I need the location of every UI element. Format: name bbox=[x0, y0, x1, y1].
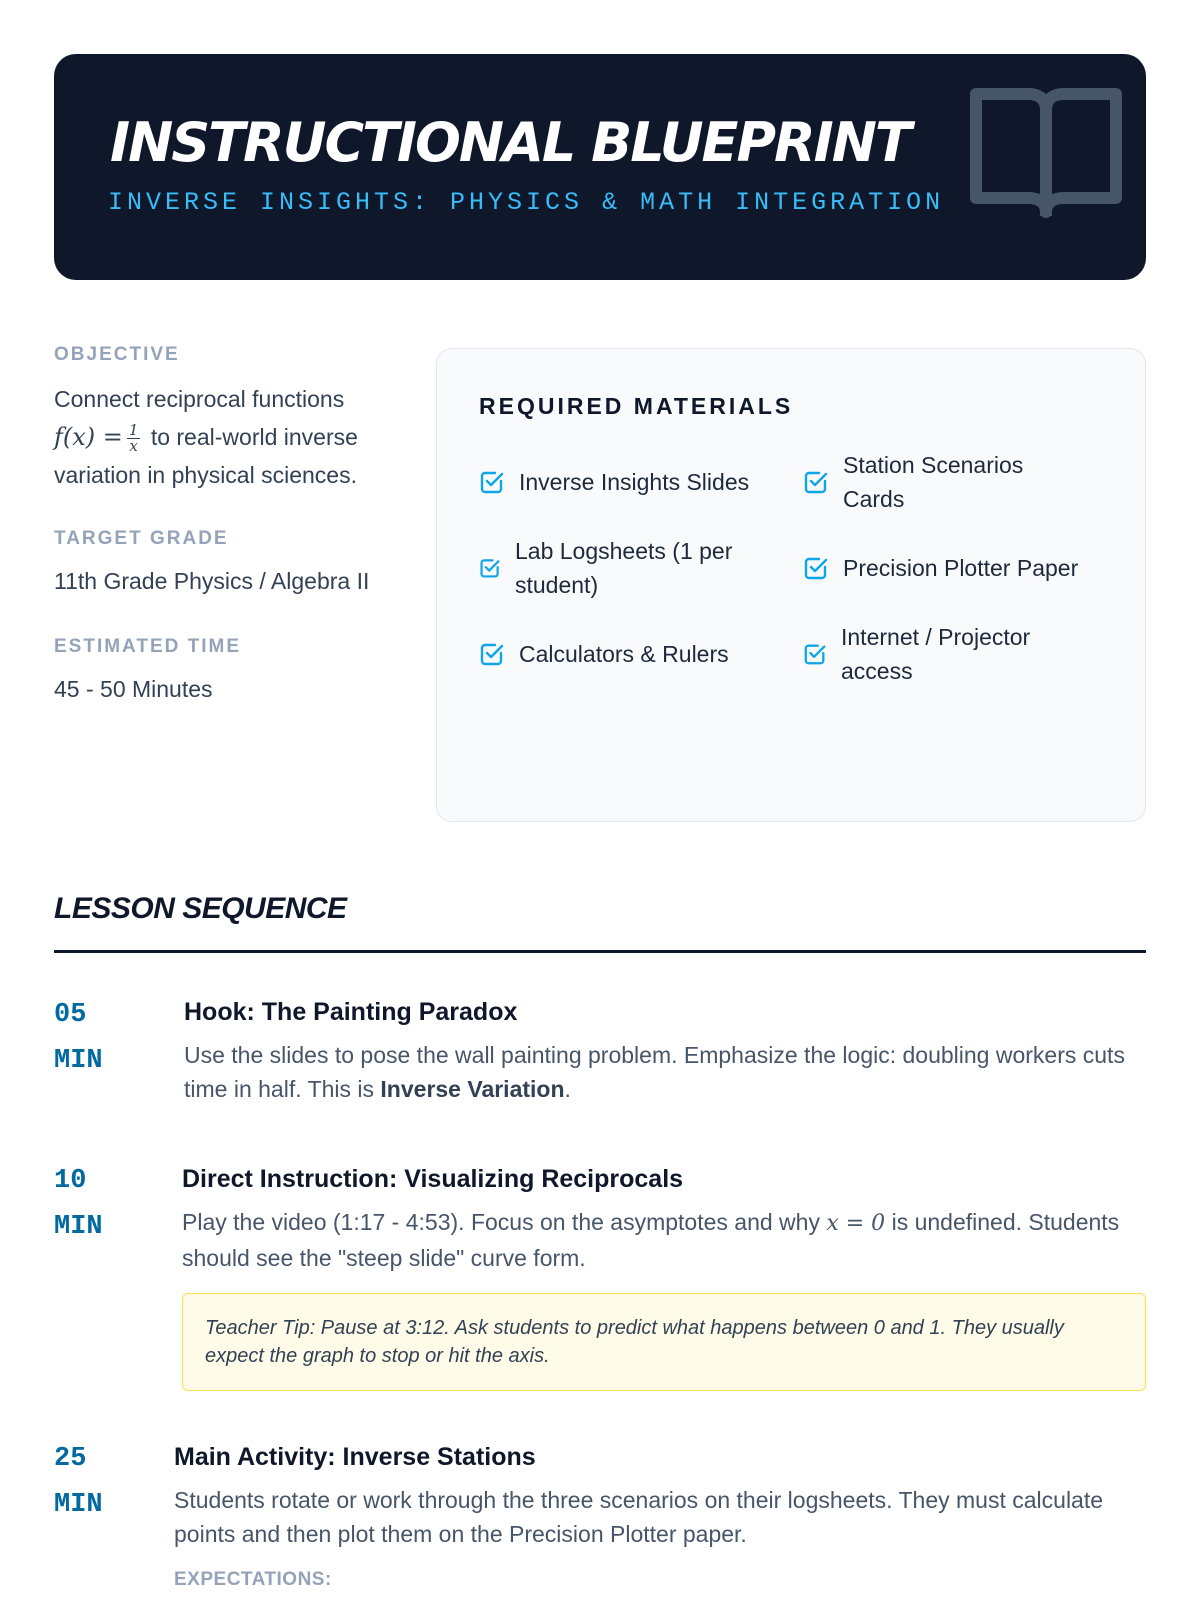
objective-text-part: Connect reciprocal functions bbox=[54, 386, 345, 412]
page-subtitle: INVERSE INSIGHTS: PHYSICS & MATH INTEGRATION bbox=[108, 188, 945, 217]
materials-title: REQUIRED MATERIALS bbox=[479, 393, 794, 419]
step-unit: MIN bbox=[54, 1212, 103, 1242]
expectations-label: EXPECTATIONS: bbox=[174, 1569, 332, 1590]
checkbox-checked-icon bbox=[803, 469, 829, 495]
material-item bbox=[479, 637, 779, 671]
fraction-numerator: 1 bbox=[128, 421, 139, 440]
material-item bbox=[803, 620, 1103, 688]
step-hook bbox=[184, 996, 1146, 1106]
objective-text-part: to real-world inverse variation in physical sciences. bbox=[54, 424, 358, 488]
step-minutes: 25 bbox=[54, 1444, 87, 1474]
material-label: Lab Logsheets (1 per student) bbox=[515, 538, 733, 598]
page-title: INSTRUCTIONAL BLUEPRINT bbox=[110, 111, 910, 174]
math-function: f(x) = bbox=[54, 423, 123, 451]
checkbox-checked-icon bbox=[803, 642, 827, 666]
checkbox-checked-icon bbox=[479, 557, 501, 579]
step-emphasis: Inverse Variation bbox=[380, 1076, 565, 1102]
step-unit: MIN bbox=[54, 1046, 103, 1076]
step-description: Students rotate or work through the three scenarios on their logsheets. They must calculate points and then plot them on the Precision Plotter paper. bbox=[174, 1487, 1104, 1547]
material-item bbox=[803, 448, 1103, 516]
estimated-time-label: ESTIMATED TIME bbox=[54, 636, 242, 657]
math-expression: x = 0 bbox=[826, 1211, 886, 1236]
material-item bbox=[479, 465, 779, 499]
target-grade-label: TARGET GRADE bbox=[54, 528, 229, 549]
material-label: Precision Plotter Paper bbox=[843, 555, 1079, 581]
step-duration bbox=[54, 992, 103, 1084]
checkbox-checked-icon bbox=[479, 641, 505, 667]
step-text: is undefined. Students should see the "steep slide" curve form. bbox=[182, 1209, 1120, 1271]
checkbox-checked-icon bbox=[479, 469, 505, 495]
material-label: Calculators & Rulers bbox=[519, 641, 729, 667]
sequence-divider bbox=[54, 950, 1146, 953]
step-text: Play the video (1:17 - 4:53). Focus on the asymptotes and why bbox=[182, 1209, 827, 1235]
step-title: Direct Instruction: Visualizing Reciprocals bbox=[182, 1165, 684, 1193]
teacher-tip: Teacher Tip: Pause at 3:12. Ask students to predict what happens between 0 and 1. They usually expect the graph to stop or hit the axis. bbox=[182, 1293, 1146, 1391]
objective-label: OBJECTIVE bbox=[54, 344, 180, 365]
lesson-info bbox=[54, 344, 384, 708]
material-item bbox=[803, 551, 1103, 585]
target-grade-value: 11th Grade Physics / Algebra II bbox=[54, 568, 370, 594]
material-label: Station Scenarios Cards bbox=[843, 452, 1024, 512]
step-main-activity bbox=[174, 1441, 1146, 1591]
step-minutes: 05 bbox=[54, 1000, 87, 1030]
material-label: Inverse Insights Slides bbox=[519, 469, 750, 495]
step-title: Hook: The Painting Paradox bbox=[184, 998, 518, 1026]
material-item bbox=[479, 534, 779, 602]
book-icon bbox=[966, 84, 1126, 226]
estimated-time-value: 45 - 50 Minutes bbox=[54, 676, 213, 702]
step-minutes: 10 bbox=[54, 1166, 87, 1196]
step-description bbox=[182, 1205, 1146, 1275]
step-duration bbox=[54, 1436, 103, 1528]
material-label: Internet / Projector access bbox=[841, 624, 1031, 684]
step-direct-instruction bbox=[182, 1163, 1146, 1391]
checkbox-checked-icon bbox=[803, 555, 829, 581]
step-unit: MIN bbox=[54, 1490, 103, 1520]
step-title: Main Activity: Inverse Stations bbox=[174, 1443, 536, 1471]
objective-text bbox=[54, 380, 384, 494]
fraction-denominator: x bbox=[129, 437, 138, 456]
step-duration bbox=[54, 1158, 103, 1250]
step-text: Use the slides to pose the wall painting problem. Emphasize the logic: doubling workers cuts time in half. This is bbox=[184, 1042, 1125, 1102]
materials-card bbox=[436, 348, 1146, 822]
header-banner bbox=[54, 54, 1146, 280]
sequence-title: LESSON SEQUENCE bbox=[54, 892, 347, 925]
step-text: . bbox=[564, 1076, 571, 1102]
math-fraction bbox=[127, 423, 141, 454]
step-description bbox=[184, 1038, 1146, 1106]
